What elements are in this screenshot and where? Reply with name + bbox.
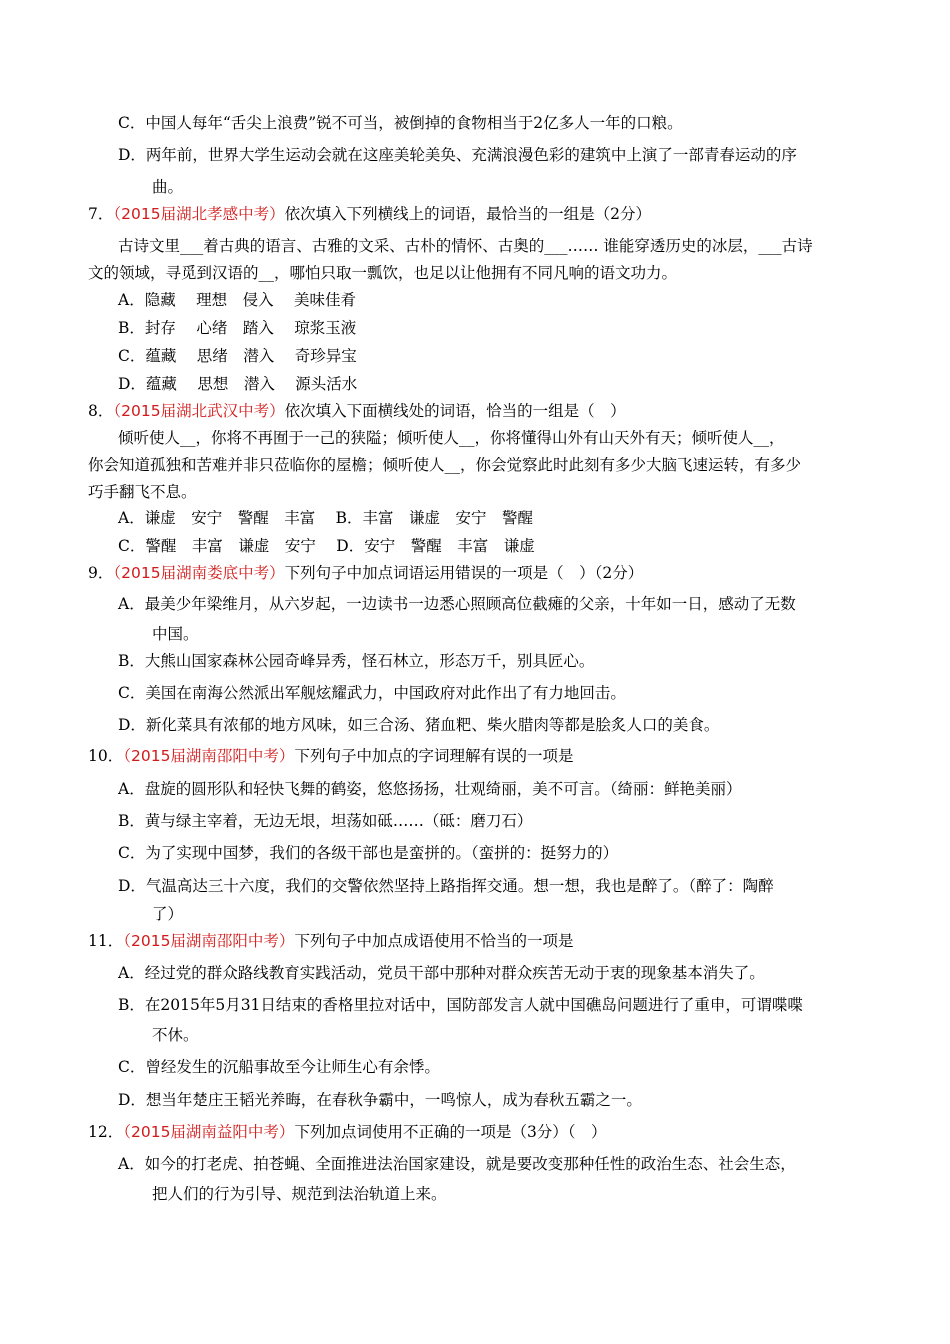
option-line: C．曾经发生的沉船事故至今让师生心有余悸。 [118, 1058, 440, 1076]
question-source: （2015届湖南益阳中考） [123, 1123, 295, 1141]
option-line: B．黄与绿主宰着，无边无垠，坦荡如砥……（砥：磨刀石） [118, 812, 533, 830]
question-number: 7． [88, 205, 114, 223]
option-line: A．盘旋的圆形队和轻快飞舞的鹤姿，悠悠扬扬，壮观绮丽，美不可言。（绮丽：鲜艳美丽） [118, 780, 742, 798]
question-text: 依次填入下面横线处的词语，恰当的一组是（ ） [284, 402, 626, 420]
option-line: A．最美少年梁维月，从六岁起，一边读书一边悉心照顾高位截瘫的父亲，十年如一日，感动了无数 [118, 595, 796, 613]
option-line: D．蕴藏 思想 潜入 源头活水 [118, 375, 358, 393]
option-line: B．大熊山国家森林公园奇峰异秀，怪石林立，形态万千，别具匠心。 [118, 652, 595, 670]
question-heading [88, 401, 626, 421]
option-line-continued: 把人们的行为引导、规范到法治轨道上来。 [152, 1185, 447, 1203]
question-number: 12． [88, 1123, 124, 1141]
option-line: A．如今的打老虎、拍苍蝇、全面推进法治国家建设，就是要改变那种任性的政治生态、社会生态， [118, 1155, 796, 1173]
question-source: （2015届湖南邵阳中考） [123, 932, 295, 950]
option-line: D．想当年楚庄王韬光养晦，在春秋争霸中，一鸣惊人，成为春秋五霸之一。 [118, 1091, 642, 1109]
option-line: B．封存 心绪 踏入 琼浆玉液 [118, 319, 357, 337]
question-number: 8． [88, 402, 114, 420]
option-line-continued: 不休。 [152, 1026, 199, 1044]
question-heading [88, 746, 573, 766]
question-heading [88, 204, 651, 224]
question-heading [88, 931, 573, 951]
option-line-continued: 了） [152, 905, 184, 923]
option-line: D．气温高达三十六度，我们的交警依然坚持上路指挥交通。想一想，我也是醉了。（醉了：陶醉 [118, 877, 774, 895]
option-line-continued: 中国。 [152, 625, 199, 643]
option-line: B．在2015年5月31日结束的香格里拉对话中，国防部发言人就中国礁岛问题进行了重申，可谓喋喋 [118, 996, 803, 1014]
question-source: （2015届湖北孝感中考） [113, 205, 285, 223]
question-text: 下列加点词使用不正确的一项是（3分）（ ） [294, 1123, 607, 1141]
option-line: A．经过党的群众路线教育实践活动，党员干部中那种对群众疾苦无动于衷的现象基本消失了。 [118, 964, 765, 982]
option-line: A．隐藏 理想 侵入 美味佳肴 [118, 291, 357, 309]
passage-line: 你会知道孤独和苦难并非只莅临你的屋檐；倾听使人__，你会觉察此时此刻有多少大脑飞速运转，有多少 [88, 456, 802, 474]
question-number: 10． [88, 747, 124, 765]
option-line: A．谦虚 安宁 警醒 丰富 B．丰富 谦虚 安宁 警醒 [118, 509, 534, 527]
passage-line: 文的领域，寻觅到汉语的__，哪怕只取一瓢饮，也足以让他拥有不同凡响的语文功力。 [88, 264, 678, 282]
question-text: 下列句子中加点成语使用不恰当的一项是 [294, 932, 574, 950]
question-text: 下列句子中加点词语运用错误的一项是（ ）（2分） [284, 564, 644, 582]
question-heading [88, 563, 643, 583]
option-line: C．为了实现中国梦，我们的各级干部也是蛮拼的。（蛮拼的：挺努力的） [118, 844, 619, 862]
passage-line: 古诗文里___着古典的语言、古雅的文采、古朴的情怀、古奥的___…… 谁能穿透历史的冰层，___古诗 [118, 237, 813, 255]
option-line: C．美国在南海公然派出军舰炫耀武力，中国政府对此作出了有力地回击。 [118, 684, 626, 702]
passage-line: 倾听使人__，你将不再囿于一己的狭隘；倾听使人__，你将懂得山外有山天外有天；倾听使人__， [118, 429, 785, 447]
question-heading [88, 1122, 607, 1142]
option-line: C．中国人每年“舌尖上浪费”锐不可当，被倒掉的食物相当于2亿多人一年的口粮。 [118, 114, 683, 132]
question-number: 9． [88, 564, 114, 582]
option-line: D．两年前，世界大学生运动会就在这座美轮美奂、充满浪漫色彩的建筑中上演了一部青春运动的序 [118, 146, 797, 164]
option-line-continued: 曲。 [152, 178, 184, 196]
option-line: C．警醒 丰富 谦虚 安宁 D．安宁 警醒 丰富 谦虚 [118, 537, 535, 555]
passage-line: 巧手翻飞不息。 [88, 483, 197, 501]
option-line: D．新化菜具有浓郁的地方风味，如三合汤、猪血粑、柴火腊肉等都是脍炙人口的美食。 [118, 716, 720, 734]
question-text: 依次填入下列横线上的词语，最恰当的一组是（2分） [284, 205, 651, 223]
question-source: （2015届湖南邵阳中考） [123, 747, 295, 765]
question-number: 11． [88, 932, 124, 950]
question-source: （2015届湖南娄底中考） [113, 564, 285, 582]
option-line: C．蕴藏 思绪 潜入 奇珍异宝 [118, 347, 357, 365]
question-text: 下列句子中加点的字词理解有误的一项是 [294, 747, 574, 765]
question-source: （2015届湖北武汉中考） [113, 402, 285, 420]
